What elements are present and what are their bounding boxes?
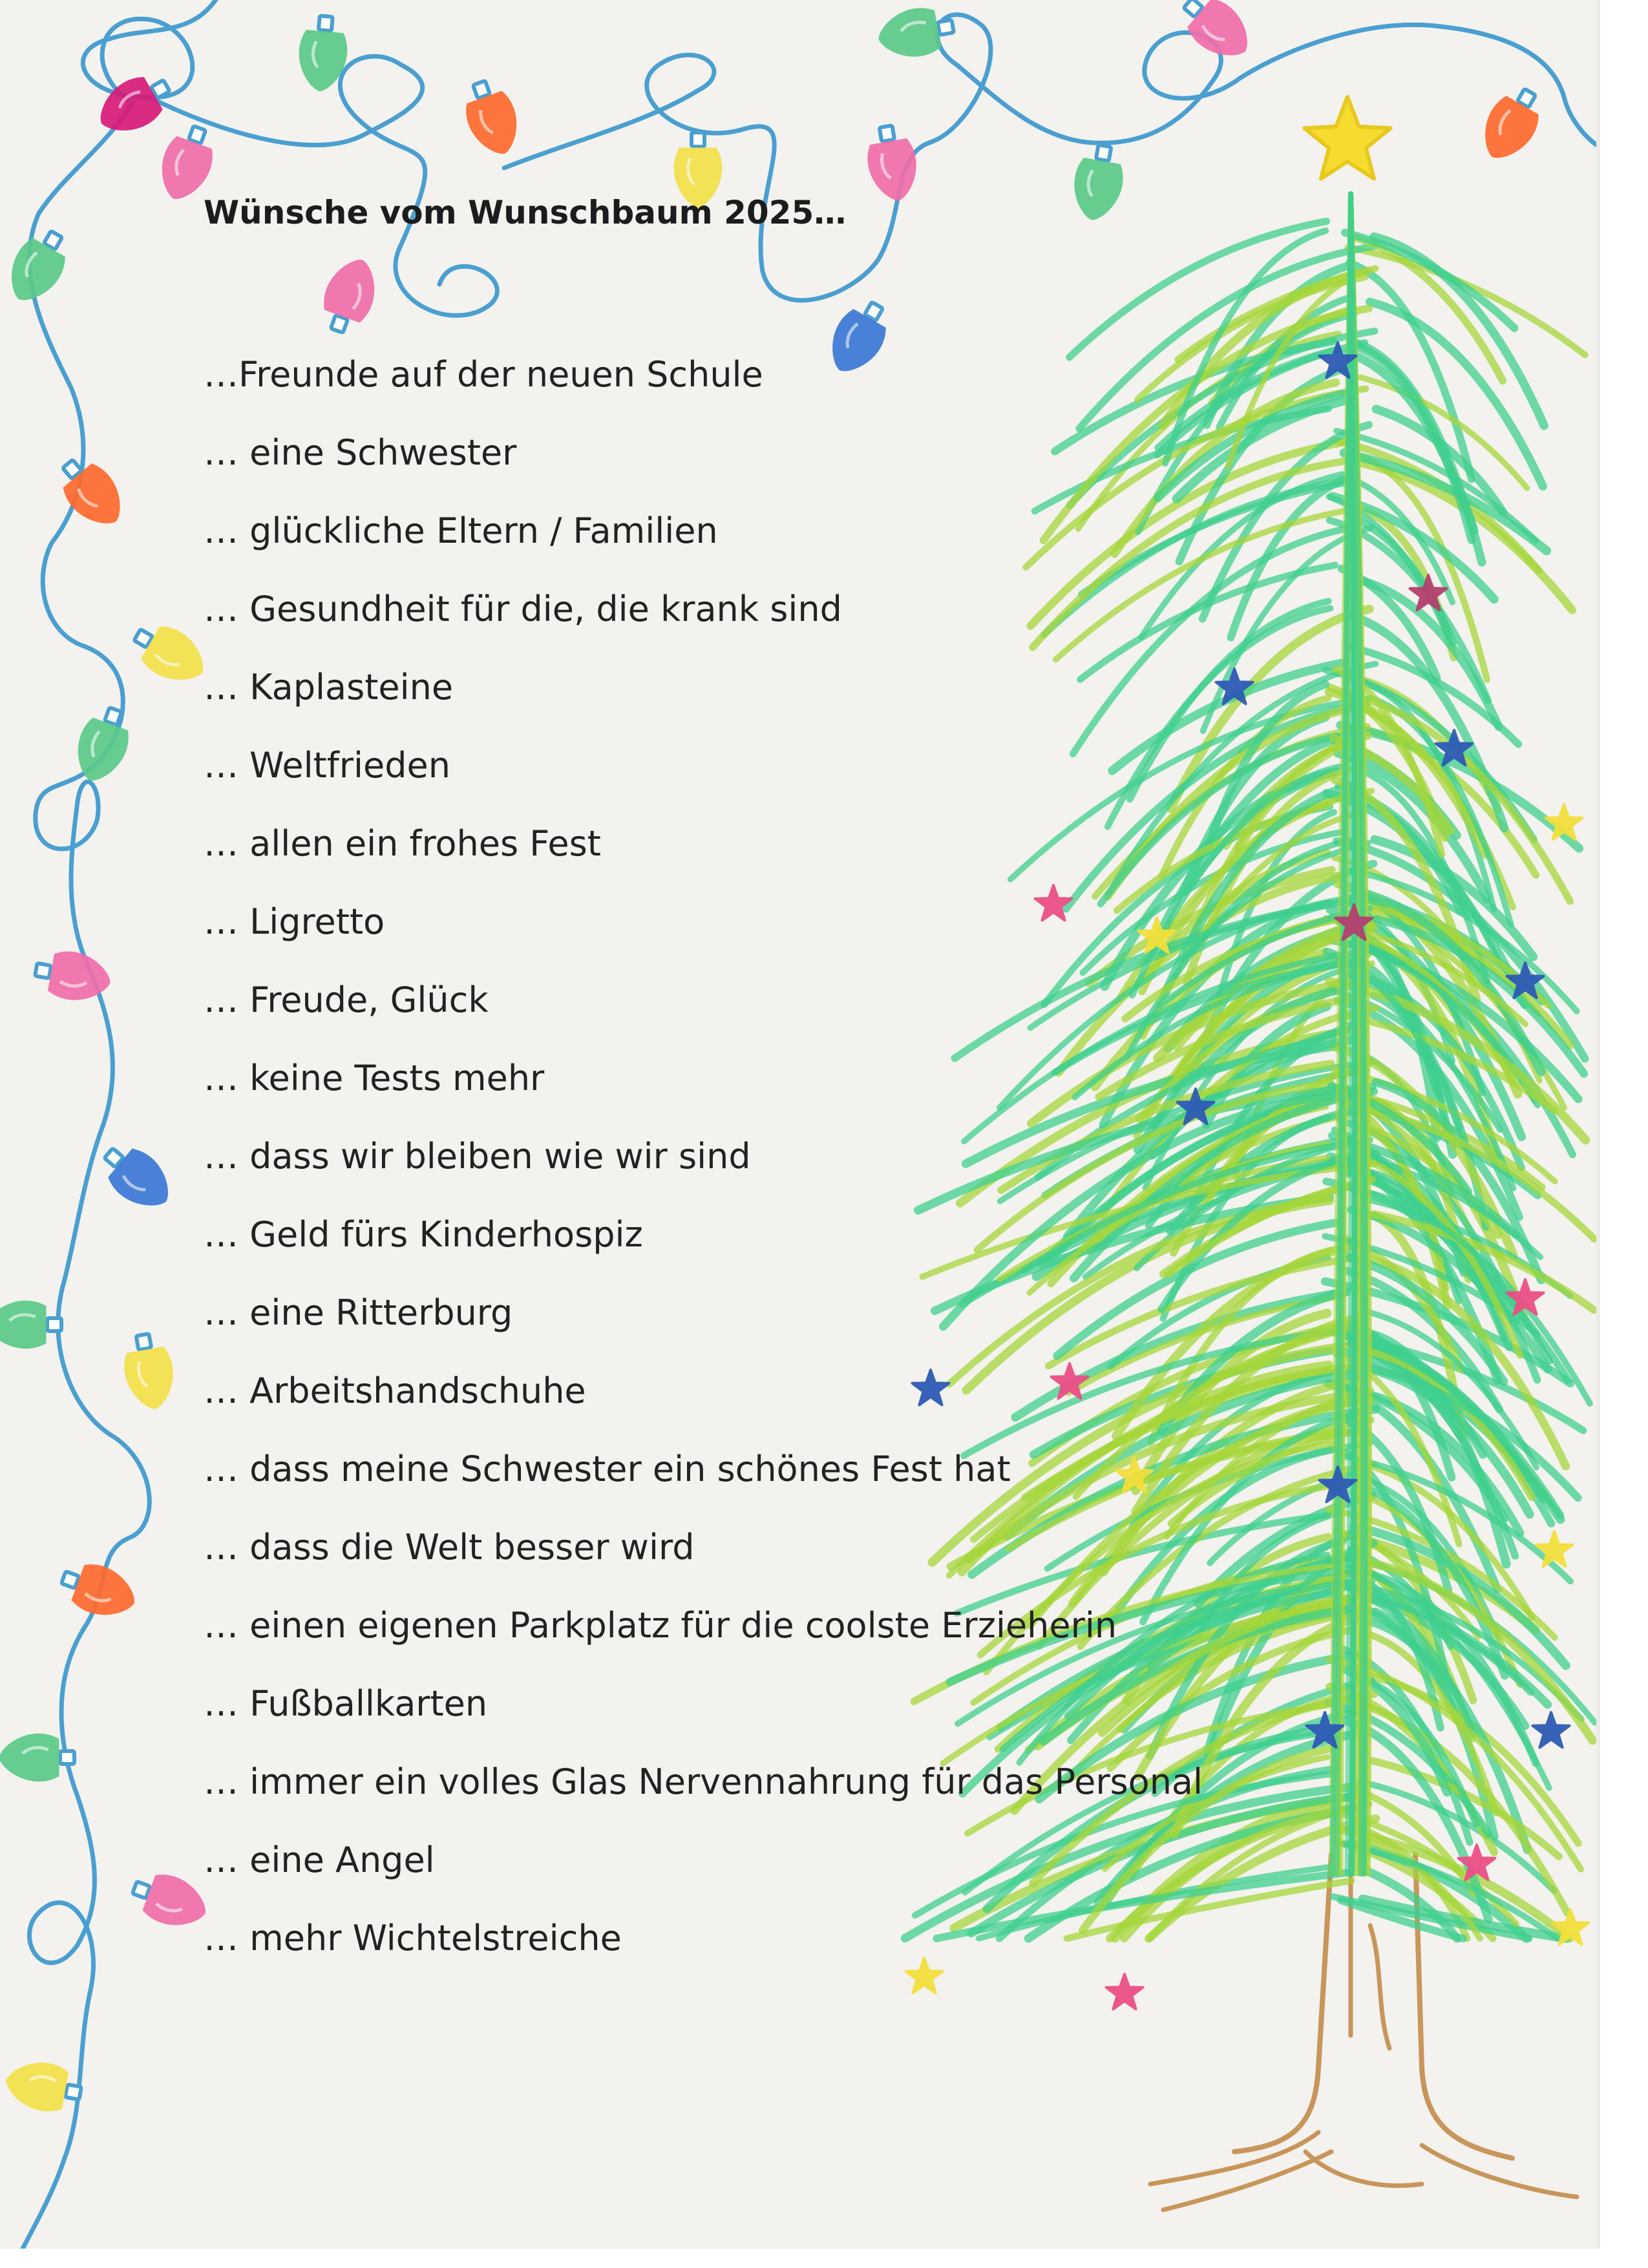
light-bulb-icon [3,2057,85,2116]
star-icon [1304,97,1390,179]
bulb-socket [473,81,490,99]
wish-list [204,349,1203,1991]
light-bulb-icon [94,1135,180,1219]
light-bulb-icon [153,120,221,205]
bulb-socket [331,315,348,333]
wish-item: … Weltfrieden [204,745,450,786]
bulb-socket [189,126,206,144]
bulb-socket [880,125,895,142]
light-bulb-icon [120,1331,178,1412]
wish-item: … dass meine Schwester ein schönes Fest hat [204,1449,1011,1489]
light-bulb-icon [315,253,384,338]
bulb-glass [866,138,922,204]
bulb-socket [1096,145,1112,161]
wish-item: … Kaplasteine [204,667,454,708]
bulb-socket [47,1318,61,1331]
light-bulb-icon [0,223,76,310]
light-bulb-icon [126,615,213,692]
wish-item: … einen eigenen Parkplatz für die coolste Erzieherin [204,1605,1117,1646]
wish-item: … allen ein frohes Fest [204,823,601,864]
wish-item: … mehr Wichtelstreiche [204,1918,622,1958]
bulb-glass [876,6,941,62]
bulb-socket [35,963,51,979]
bulb-glass [3,2057,69,2113]
wish-item: … eine Angel [204,1840,435,1880]
bulb-glass [0,1301,45,1347]
wish-item: …Freunde auf der neuen Schule [204,354,763,395]
light-bulb-icon [1473,81,1550,168]
branch-stroke [1374,236,1544,426]
light-bulb-icon [0,1301,61,1347]
bulb-glass [321,253,384,323]
wish-item: … Geld fürs Kinderhospiz [204,1214,643,1255]
page-title: Wünsche vom Wunschbaum 2025… [204,194,847,231]
wish-item: … Gesundheit für die, die krank sind [204,589,842,629]
wish-item: … glückliche Eltern / Familien [204,510,718,551]
light-bulb-icon [863,123,921,204]
bulb-socket [65,2084,81,2100]
wish-item: … keine Tests mehr [204,1058,545,1098]
star-ornament-icon [1533,1712,1570,1747]
wish-item: … Ligretto [204,901,385,942]
wish-item: … Freude, Glück [204,980,489,1020]
bulb-glass [0,1734,58,1780]
light-bulb-icon [127,1866,212,1935]
wish-item: … Fußballkarten [204,1683,488,1724]
bulb-socket [105,708,121,726]
light-bulb-icon [56,1556,141,1624]
wish-item: … Arbeitshandschuhe [204,1370,586,1411]
bulb-glass [48,950,113,1005]
light-bulb-icon [50,449,133,536]
top-star-shape [1304,97,1390,179]
bulb-glass [123,1347,178,1412]
wish-item: … eine Schwester [204,432,517,473]
wish-item: … dass wir bleiben wie wir sind [204,1136,751,1177]
light-bulb-icon [458,75,526,160]
bulb-socket [692,132,704,147]
wish-item: … eine Ritterburg [204,1292,513,1333]
bulb-glass [463,90,526,161]
bulb-glass [142,1871,213,1935]
bulb-socket [136,1334,152,1350]
bulb-socket [938,20,954,36]
bulb-socket [319,16,333,31]
bulb-socket [132,1882,151,1898]
wish-item: … immer ein volles Glas Nervennahrung für das Personal [204,1761,1203,1802]
bulb-socket [61,1571,79,1588]
light-bulb-icon [1069,142,1127,224]
bulb-glass [71,1561,142,1624]
wish-item: … dass die Welt besser wird [204,1527,695,1568]
bulb-socket [60,1751,74,1764]
star-ornament-icon [1536,1531,1573,1566]
bulb-glass [1069,158,1125,223]
